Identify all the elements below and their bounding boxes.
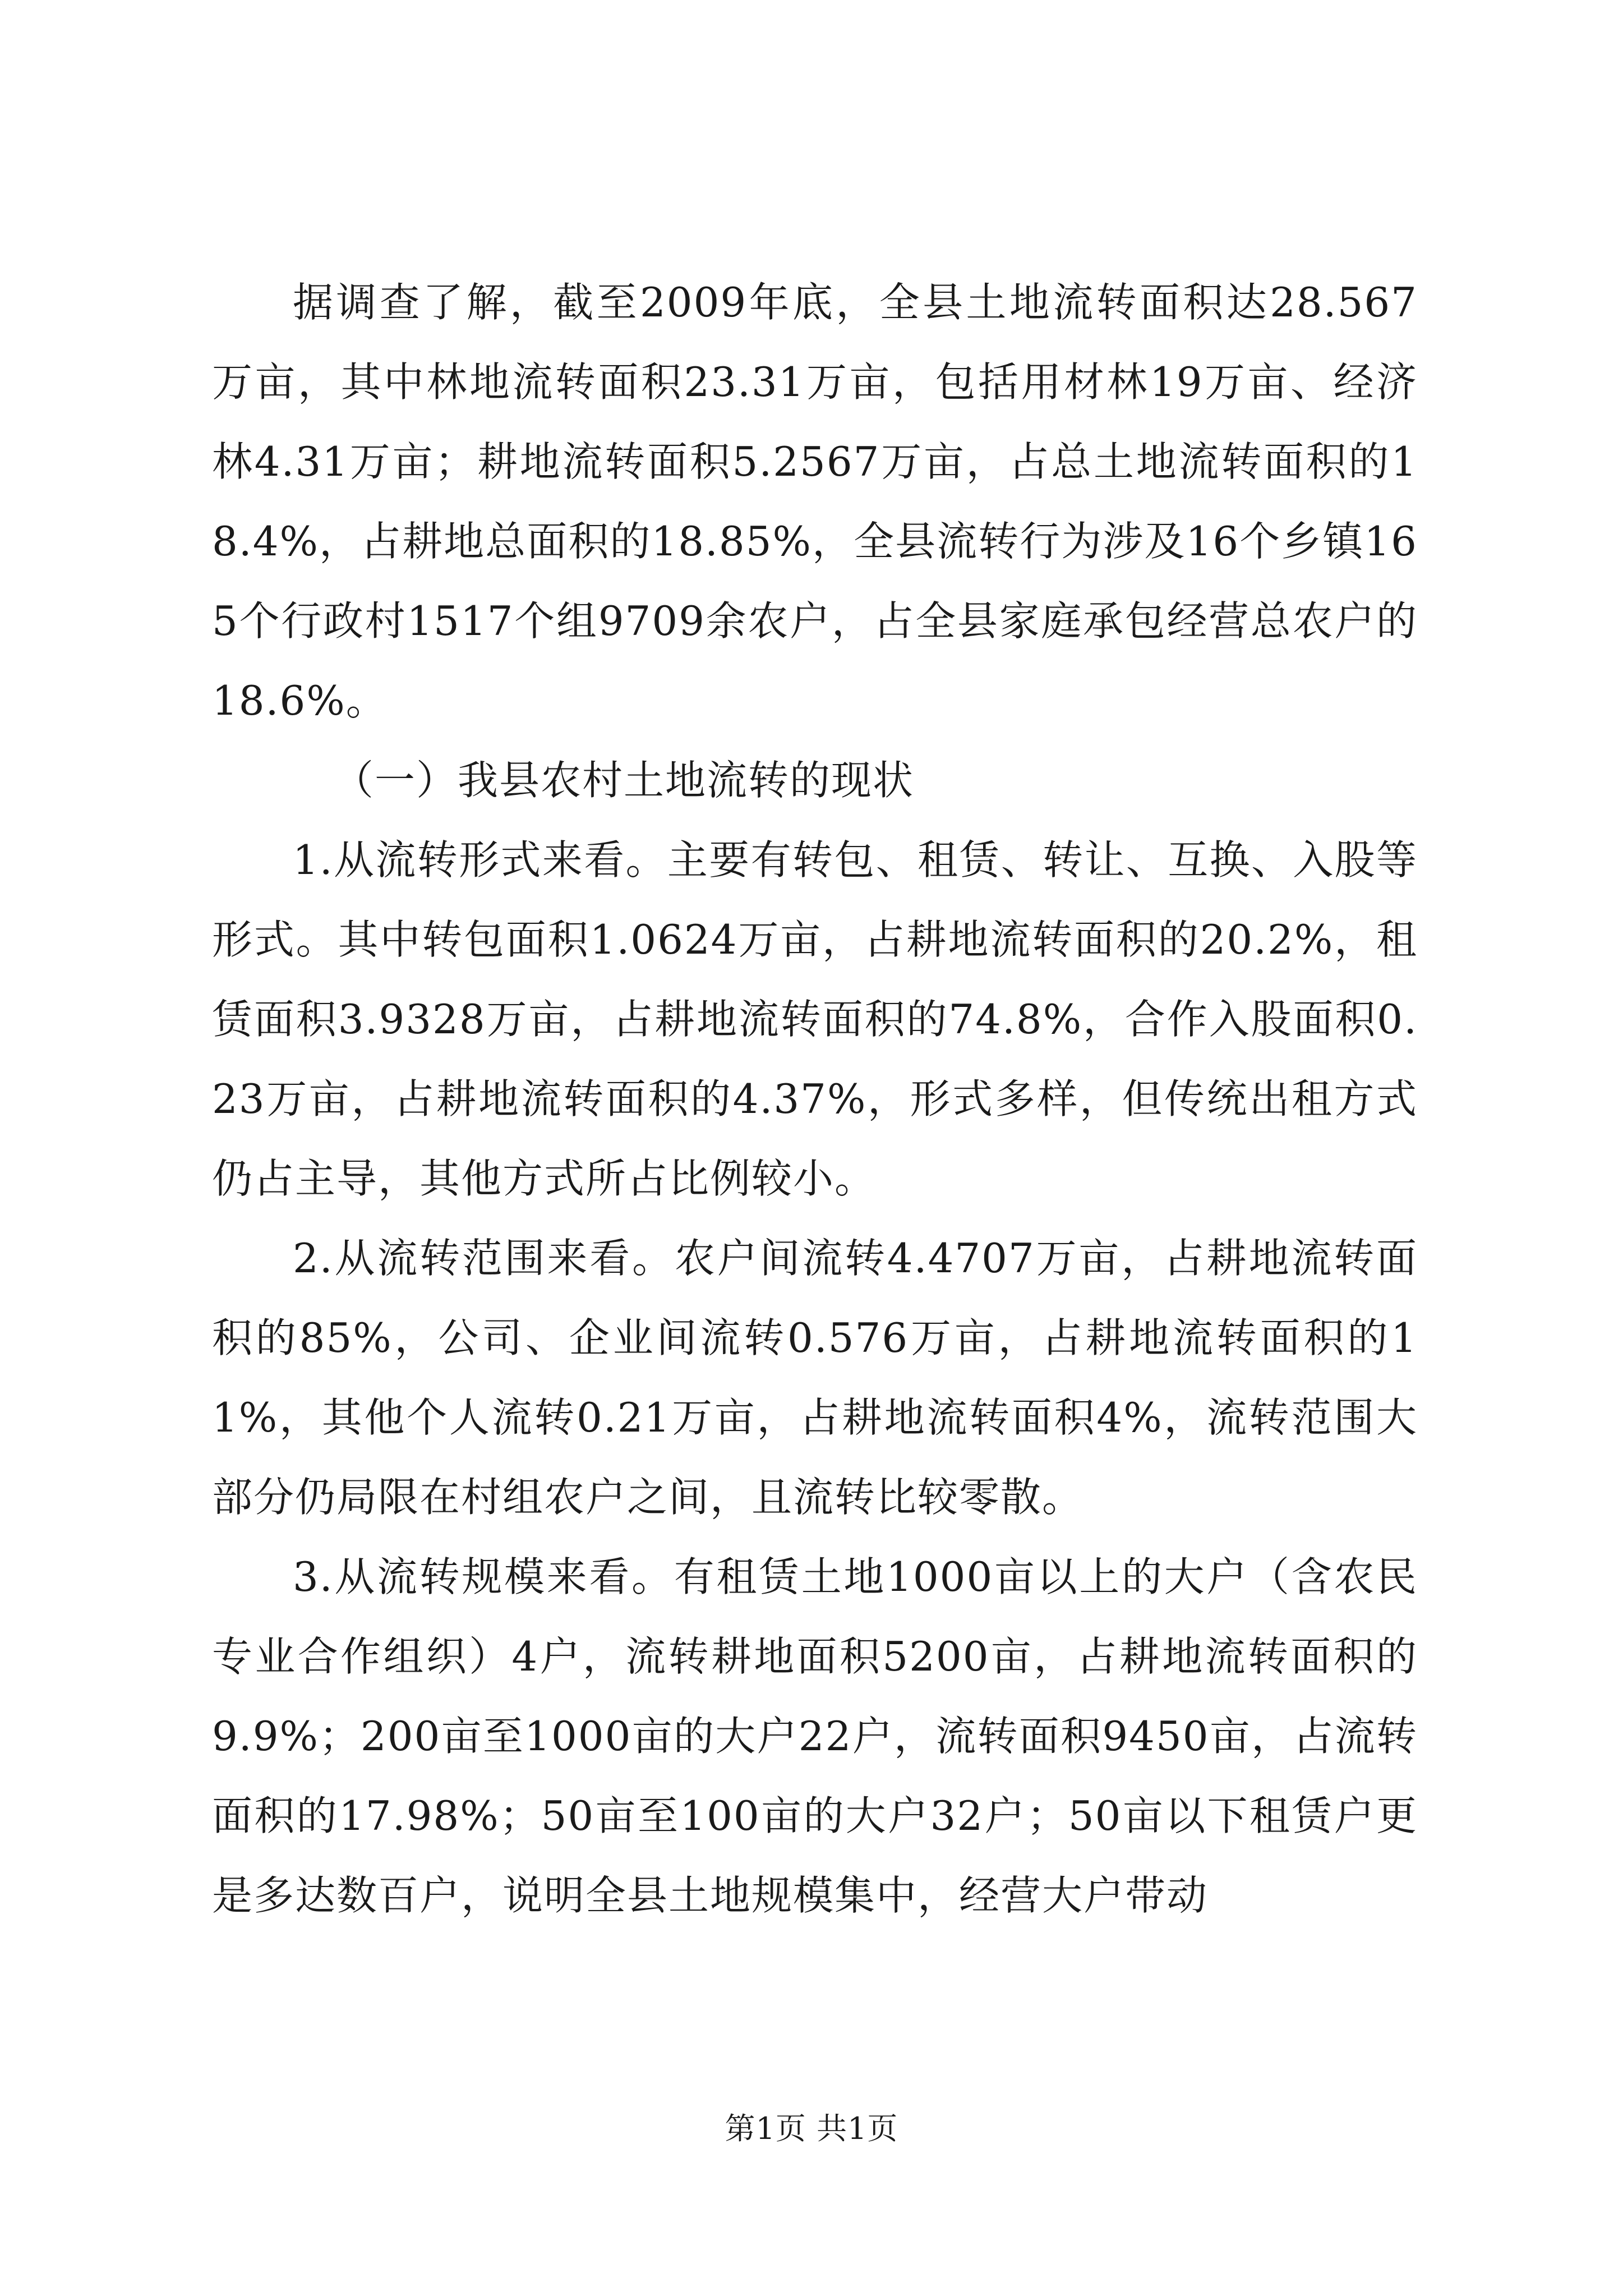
section-heading-current-status: （一）我县农村土地流转的现状 bbox=[333, 757, 915, 804]
paragraph-transfer-scope: 2.从流转范围来看。农户间流转4.4707万亩，占耕地流转面积的85%，公司、企业间流转0.576万亩，占耕地流转面积的11%，其他个人流转0.21万亩，占耕地流转面积4%，流转范围大部分仍局限在村组农户之间，且流转比较零散。 bbox=[212, 1235, 1418, 1521]
paragraph-transfer-forms: 1.从流转形式来看。主要有转包、租赁、转让、互换、入股等形式。其中转包面积1.0624万亩，占耕地流转面积的20.2%，租赁面积3.9328万亩，占耕地流转面积的74.8%，合作入股面积0.23万亩，占耕地流转面积的4.37%，形式多样，但传统出租方式仍占主导，其他方式所占比例较小。 bbox=[212, 836, 1418, 1202]
paragraph-transfer-scale: 3.从流转规模来看。有租赁土地1000亩以上的大户（含农民专业合作组织）4户，流转耕地面积5200亩，占耕地流转面积的9.9%；200亩至1000亩的大户22户，流转面积9450亩，占流转面积的17.98%；50亩至100亩的大户32户；50亩以下租赁户更是多达数百户，说明全县土地规模集中，经营大户带动 bbox=[212, 1553, 1418, 1919]
document-body bbox=[212, 263, 1418, 1935]
page-footer: 第1页 共1页 bbox=[725, 2111, 898, 2146]
paragraph-survey-summary: 据调查了解，截至2009年底，全县土地流转面积达28.567万亩，其中林地流转面积23.31万亩，包括用材林19万亩、经济林4.31万亩；耕地流转面积5.2567万亩，占总土地流转面积的18.4%，占耕地总面积的18.85%，全县流转行为涉及16个乡镇165个行政村1517个组9709余农户，占全县家庭承包经营总农户的18.6%。 bbox=[212, 279, 1418, 724]
